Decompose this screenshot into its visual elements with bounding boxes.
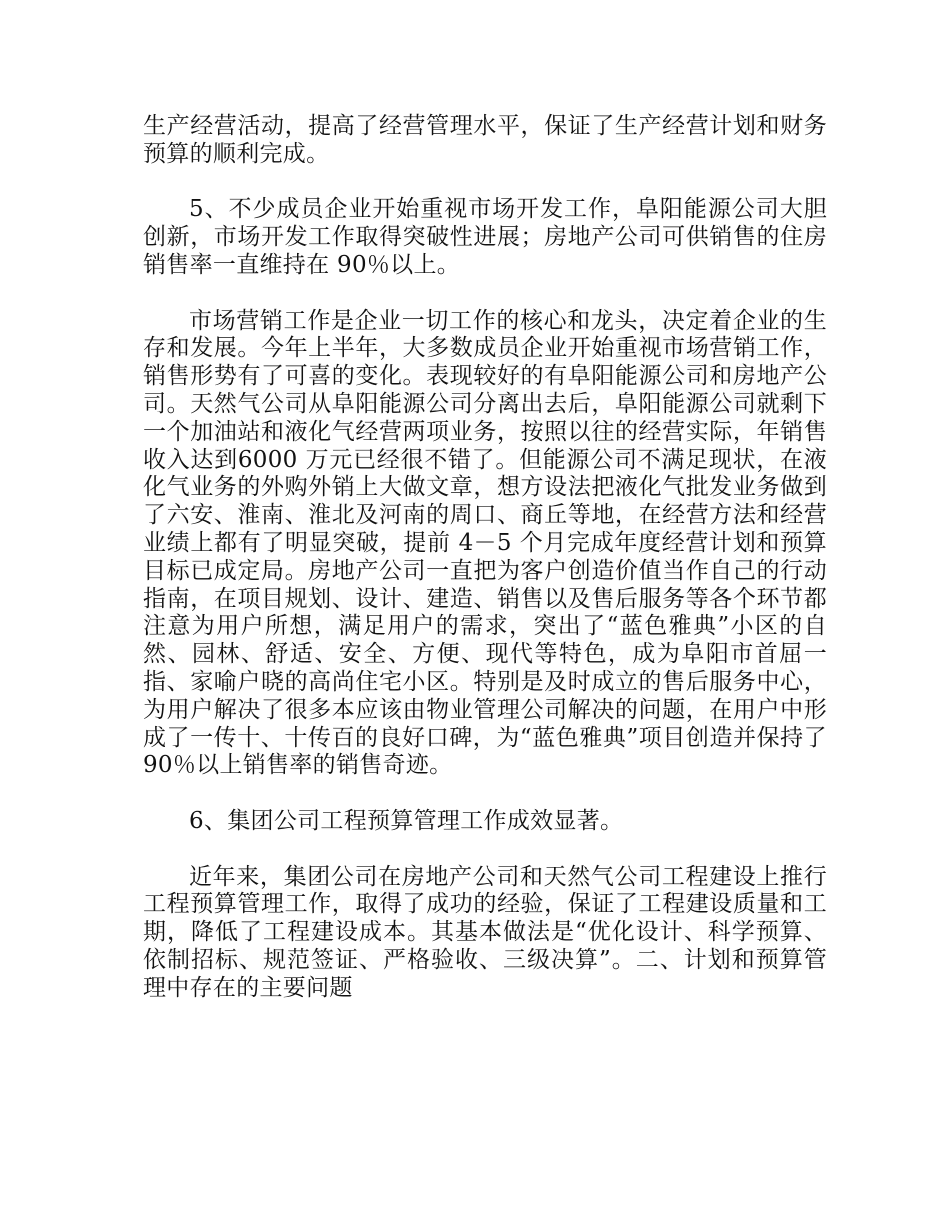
- paragraph-continuation: 生产经营活动，提高了经营管理水平，保证了生产经营计划和财务预算的顺利完成。: [143, 113, 827, 167]
- paragraph-item-5: 5、不少成员企业开始重视市场开发工作，阜阳能源公司大胆创新，市场开发工作取得突破性进展；房地产公司可供销售的住房销售率一直维持在 90％以上。: [143, 196, 827, 278]
- paragraph-budget-practice: 近年来，集团公司在房地产公司和天然气公司工程建设上推行工程预算管理工作，取得了成功的经验，保证了工程建设质量和工期，降低了工程建设成本。其基本做法是“优化设计、科学预算、依制招标、规范签证、严格验收、三级决算”。二、计划和预算管理中存在的主要问题: [143, 863, 827, 1001]
- document-body: [143, 113, 827, 1003]
- paragraph-item-6: 6、集团公司工程预算管理工作成效显著。: [189, 807, 624, 834]
- paragraph-marketing: 市场营销工作是企业一切工作的核心和龙头，决定着企业的生存和发展。今年上半年，大多数成员企业开始重视市场营销工作，销售形势有了可喜的变化。表现较好的有阜阳能源公司和房地产公司。天然气公司从阜阳能源公司分离出去后，阜阳能源公司就剩下一个加油站和液化气经营两项业务，按照以往的经营实际，年销售收入达到6000 万元已经很不错了。但能源公司不满足现状，在液化气业务的外购外销上大做文章，想方设法把液化气批发业务做到了六安、淮南、淮北及河南的周口、商丘等地，在经营方法和经营业绩上都有了明显突破，提前 4－5 个月完成年度经营计划和预算目标已成定局。房地产公司一直把为客户创造价值当作自己的行动指南，在项目规划、设计、建造、销售以及售后服务等各个环节都注意为用户所想，满足用户的需求，突出了“蓝色雅典”小区的自然、园林、舒适、安全、方便、现代等特色，成为阜阳市首屈一指、家喻户晓的高尚住宅小区。特别是及时成立的售后服务中心，为用户解决了很多本应该由物业管理公司解决的问题，在用户中形成了一传十、十传百的良好口碑，为“蓝色雅典”项目创造并保持了 90％以上销售率的销售奇迹。: [143, 307, 827, 779]
